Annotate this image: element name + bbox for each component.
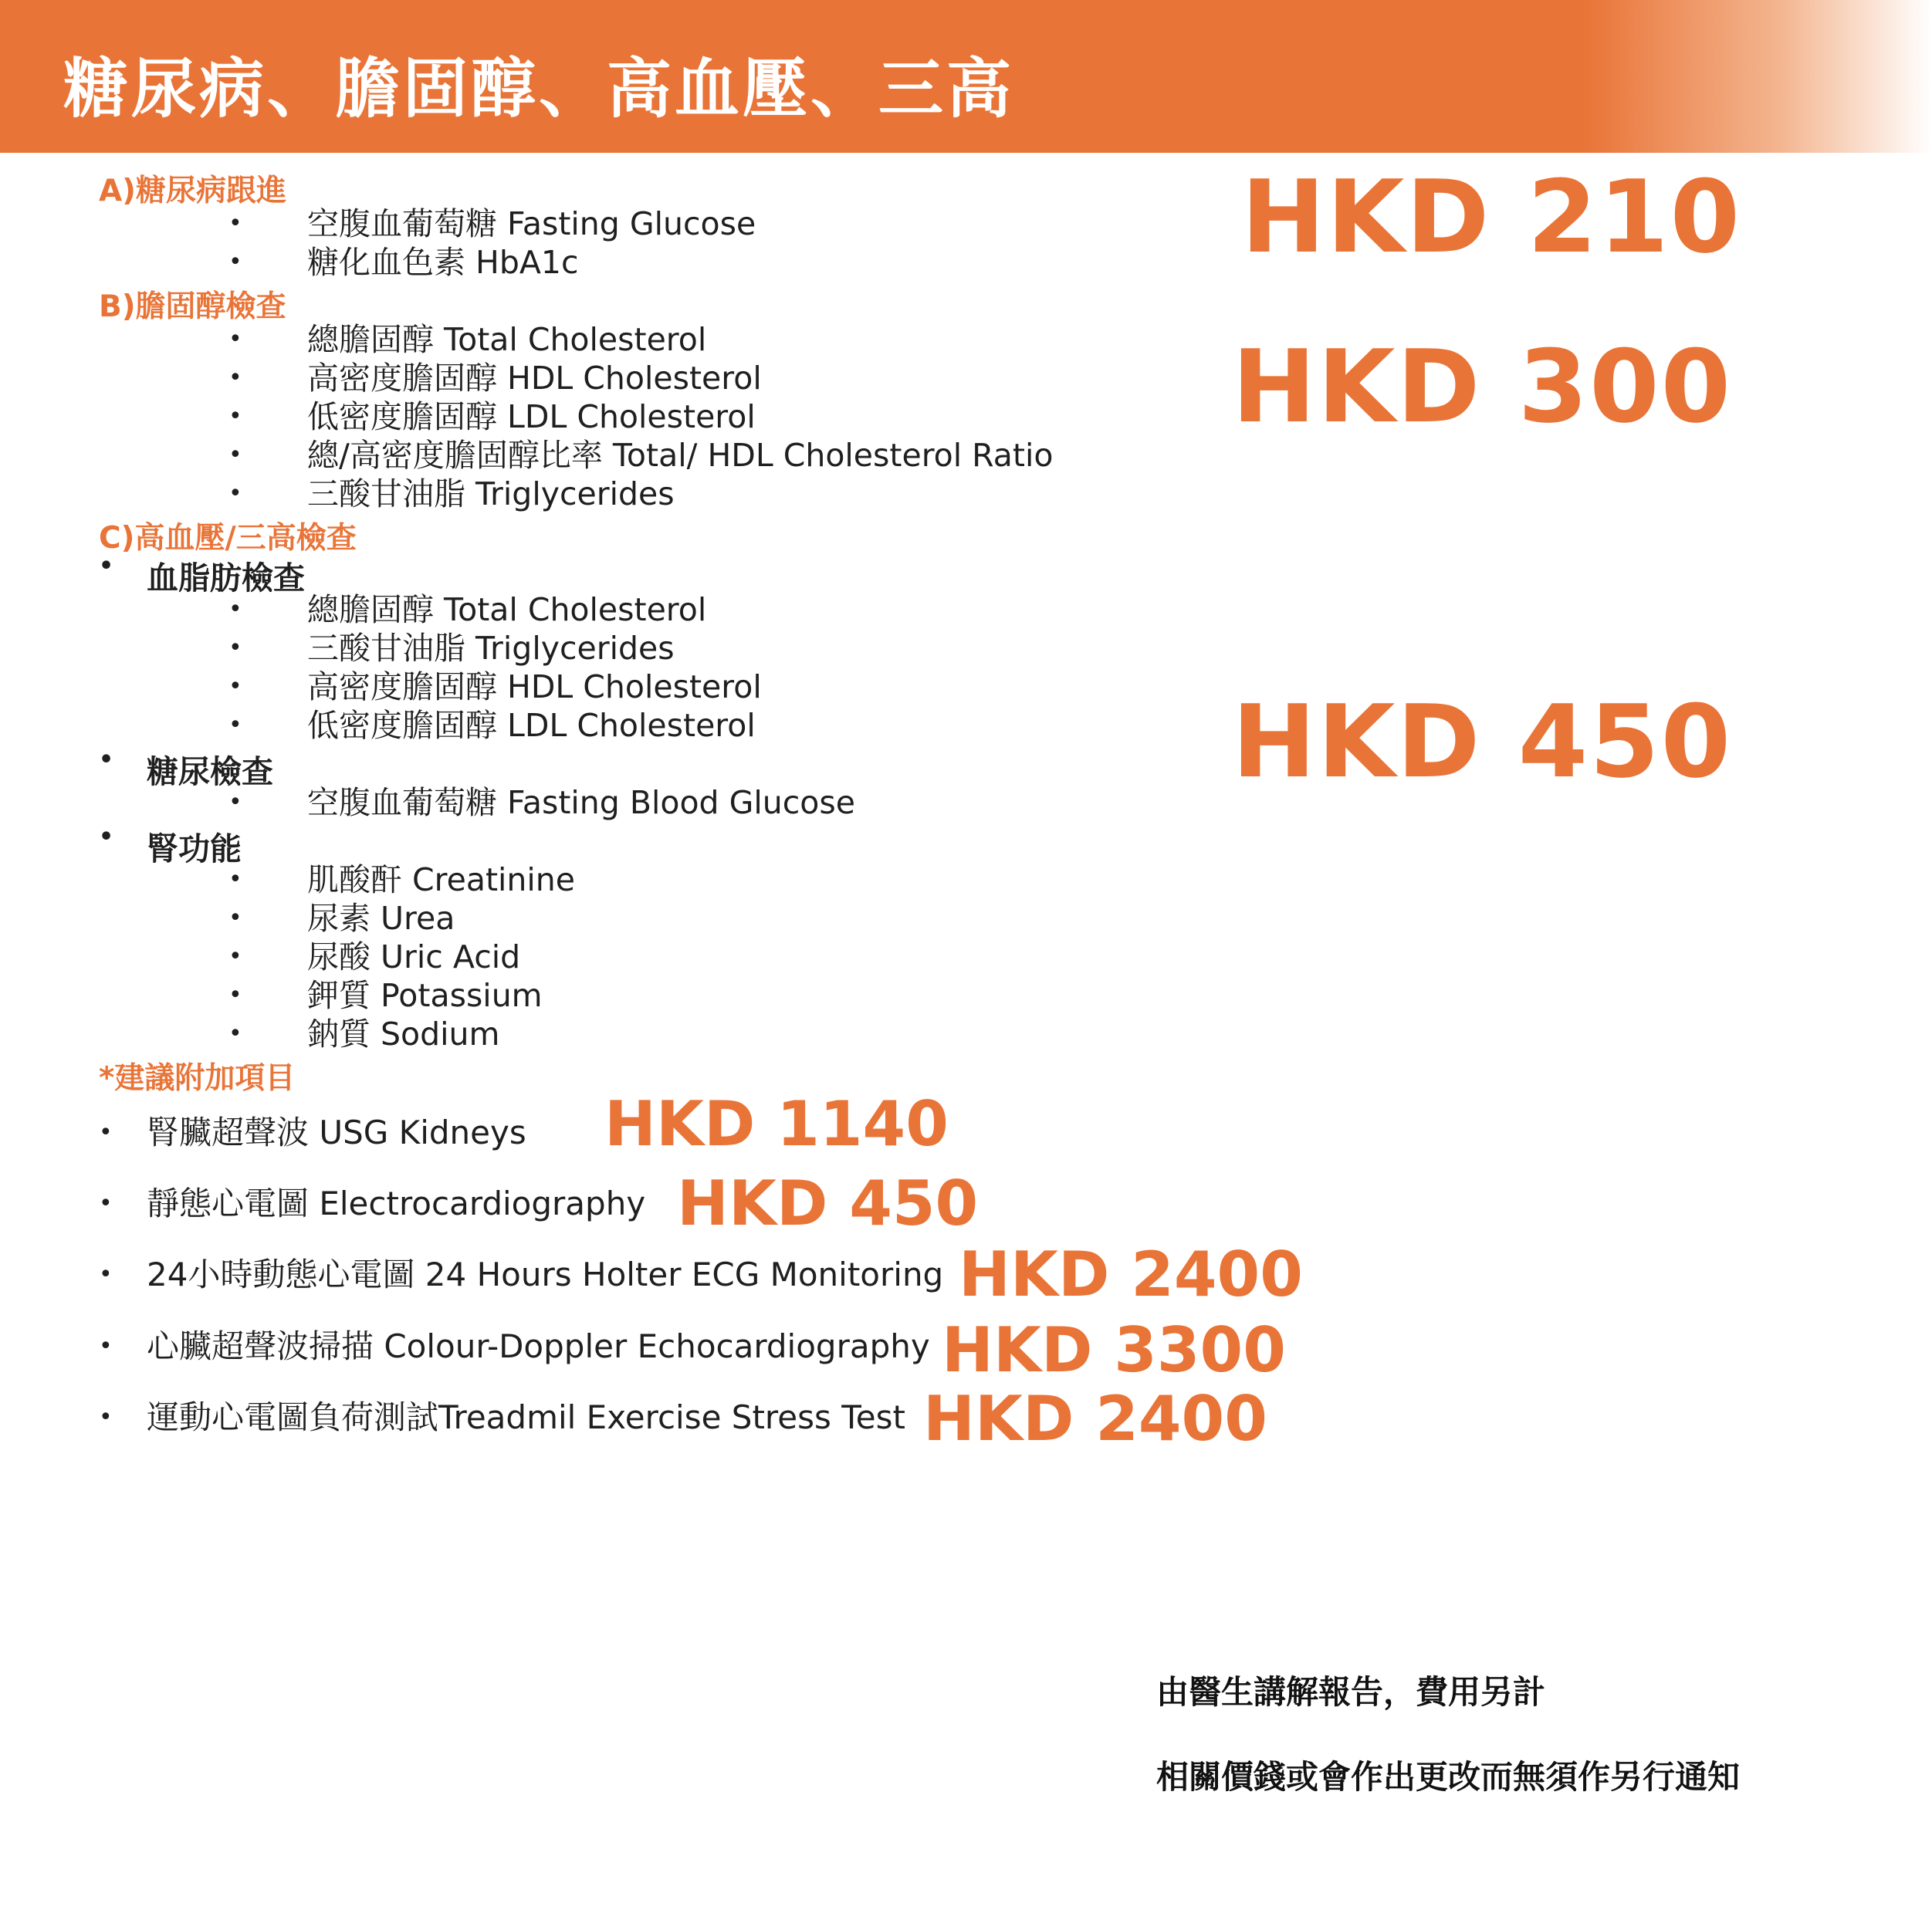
bullet-icon: •: [228, 712, 242, 739]
bullet-icon: •: [99, 1119, 113, 1146]
list-item: • 低密度膽固醇 LDL Cholesterol: [228, 398, 756, 435]
section-c-heading: C)高血壓/三高檢查: [99, 521, 357, 556]
bullet-icon: •: [228, 210, 242, 237]
note-consultation: 由醫生講解報告，費用另計: [1156, 1673, 1546, 1711]
addon-item: • 心臟超聲波掃描 Colour-Doppler Echocardiography: [99, 1327, 930, 1365]
bullet-icon: •: [228, 1020, 242, 1047]
bullet-icon: •: [228, 634, 242, 661]
bullet-icon: •: [99, 553, 114, 580]
list-item: • 三酸甘油脂 Triglycerides: [228, 630, 675, 667]
bullet-icon: •: [228, 982, 242, 1009]
list-item: • 糖化血色素 HbA1c: [228, 244, 579, 281]
list-item: • 尿酸 Uric Acid: [228, 938, 521, 975]
addon-price: HKD 2400: [923, 1383, 1267, 1455]
list-item: • 高密度膽固醇 HDL Cholesterol: [228, 668, 762, 705]
bullet-icon: •: [99, 1333, 113, 1360]
list-item: • 總膽固醇 Total Cholesterol: [228, 321, 707, 358]
list-item: • 鉀質 Potassium: [228, 977, 543, 1014]
bullet-icon: •: [228, 248, 242, 276]
bullet-icon: •: [228, 480, 242, 507]
section-b-price: HKD 300: [1232, 328, 1733, 445]
section-c-price: HKD 450: [1232, 683, 1733, 800]
addon-price: HKD 1140: [604, 1088, 949, 1160]
bullet-icon: •: [228, 364, 242, 391]
bullet-icon: •: [99, 1261, 113, 1288]
list-item: • 空腹血葡萄糖 Fasting Glucose: [228, 205, 756, 242]
list-item: • 鈉質 Sodium: [228, 1016, 500, 1053]
list-item: • 空腹血葡萄糖 Fasting Blood Glucose: [228, 784, 855, 821]
addon-item: • 腎臟超聲波 USG Kidneys: [99, 1114, 526, 1151]
bullet-icon: •: [99, 1190, 113, 1217]
list-item: • 低密度膽固醇 LDL Cholesterol: [228, 707, 756, 744]
page-title: 糖尿病、膽固醇、高血壓、三高: [63, 51, 1015, 127]
list-item: • 總膽固醇 Total Cholesterol: [228, 591, 707, 628]
bullet-icon: •: [99, 746, 114, 773]
list-item: • 尿素 Urea: [228, 900, 455, 937]
note-price-change: 相關價錢或會作出更改而無須作另行通知: [1156, 1758, 1741, 1796]
list-item: • 高密度膽固醇 HDL Cholesterol: [228, 360, 762, 397]
bullet-icon: •: [99, 823, 114, 850]
section-b-heading: B)膽固醇檢查: [99, 289, 286, 324]
header-banner: [0, 0, 1932, 153]
group-kidney-function: • 腎功能: [99, 823, 242, 867]
addon-item: • 靜態心電圖 Electrocardiography: [99, 1185, 646, 1222]
section-a-price: HKD 210: [1241, 158, 1742, 276]
bullet-icon: •: [228, 441, 242, 468]
addon-price: HKD 3300: [942, 1314, 1286, 1386]
group-blood-lipids: • 血脂肪檢查: [99, 553, 305, 597]
list-item: • 總/高密度膽固醇比率 Total/ HDL Cholesterol Ratio: [228, 437, 1054, 474]
bullet-icon: •: [228, 904, 242, 931]
bullet-icon: •: [228, 673, 242, 700]
bullet-icon: •: [228, 943, 242, 970]
group-diabetes: • 糖尿檢查: [99, 746, 273, 790]
addon-price: HKD 2400: [959, 1239, 1303, 1310]
bullet-icon: •: [228, 596, 242, 623]
bullet-icon: •: [228, 866, 242, 893]
list-item: • 三酸甘油脂 Triglycerides: [228, 475, 675, 512]
bullet-icon: •: [228, 789, 242, 816]
addon-price: HKD 450: [677, 1168, 979, 1239]
addon-item: • 24小時動態心電圖 24 Hours Holter ECG Monitoring: [99, 1256, 944, 1293]
bullet-icon: •: [228, 326, 242, 353]
bullet-icon: •: [228, 403, 242, 430]
section-a-heading: A)糖尿病跟進: [99, 174, 287, 208]
addons-heading: *建議附加項目: [99, 1061, 296, 1096]
bullet-icon: •: [99, 1404, 113, 1431]
list-item: • 肌酸酐 Creatinine: [228, 861, 576, 898]
addon-item: • 運動心電圖負荷測試Treadmil Exercise Stress Test: [99, 1398, 905, 1436]
